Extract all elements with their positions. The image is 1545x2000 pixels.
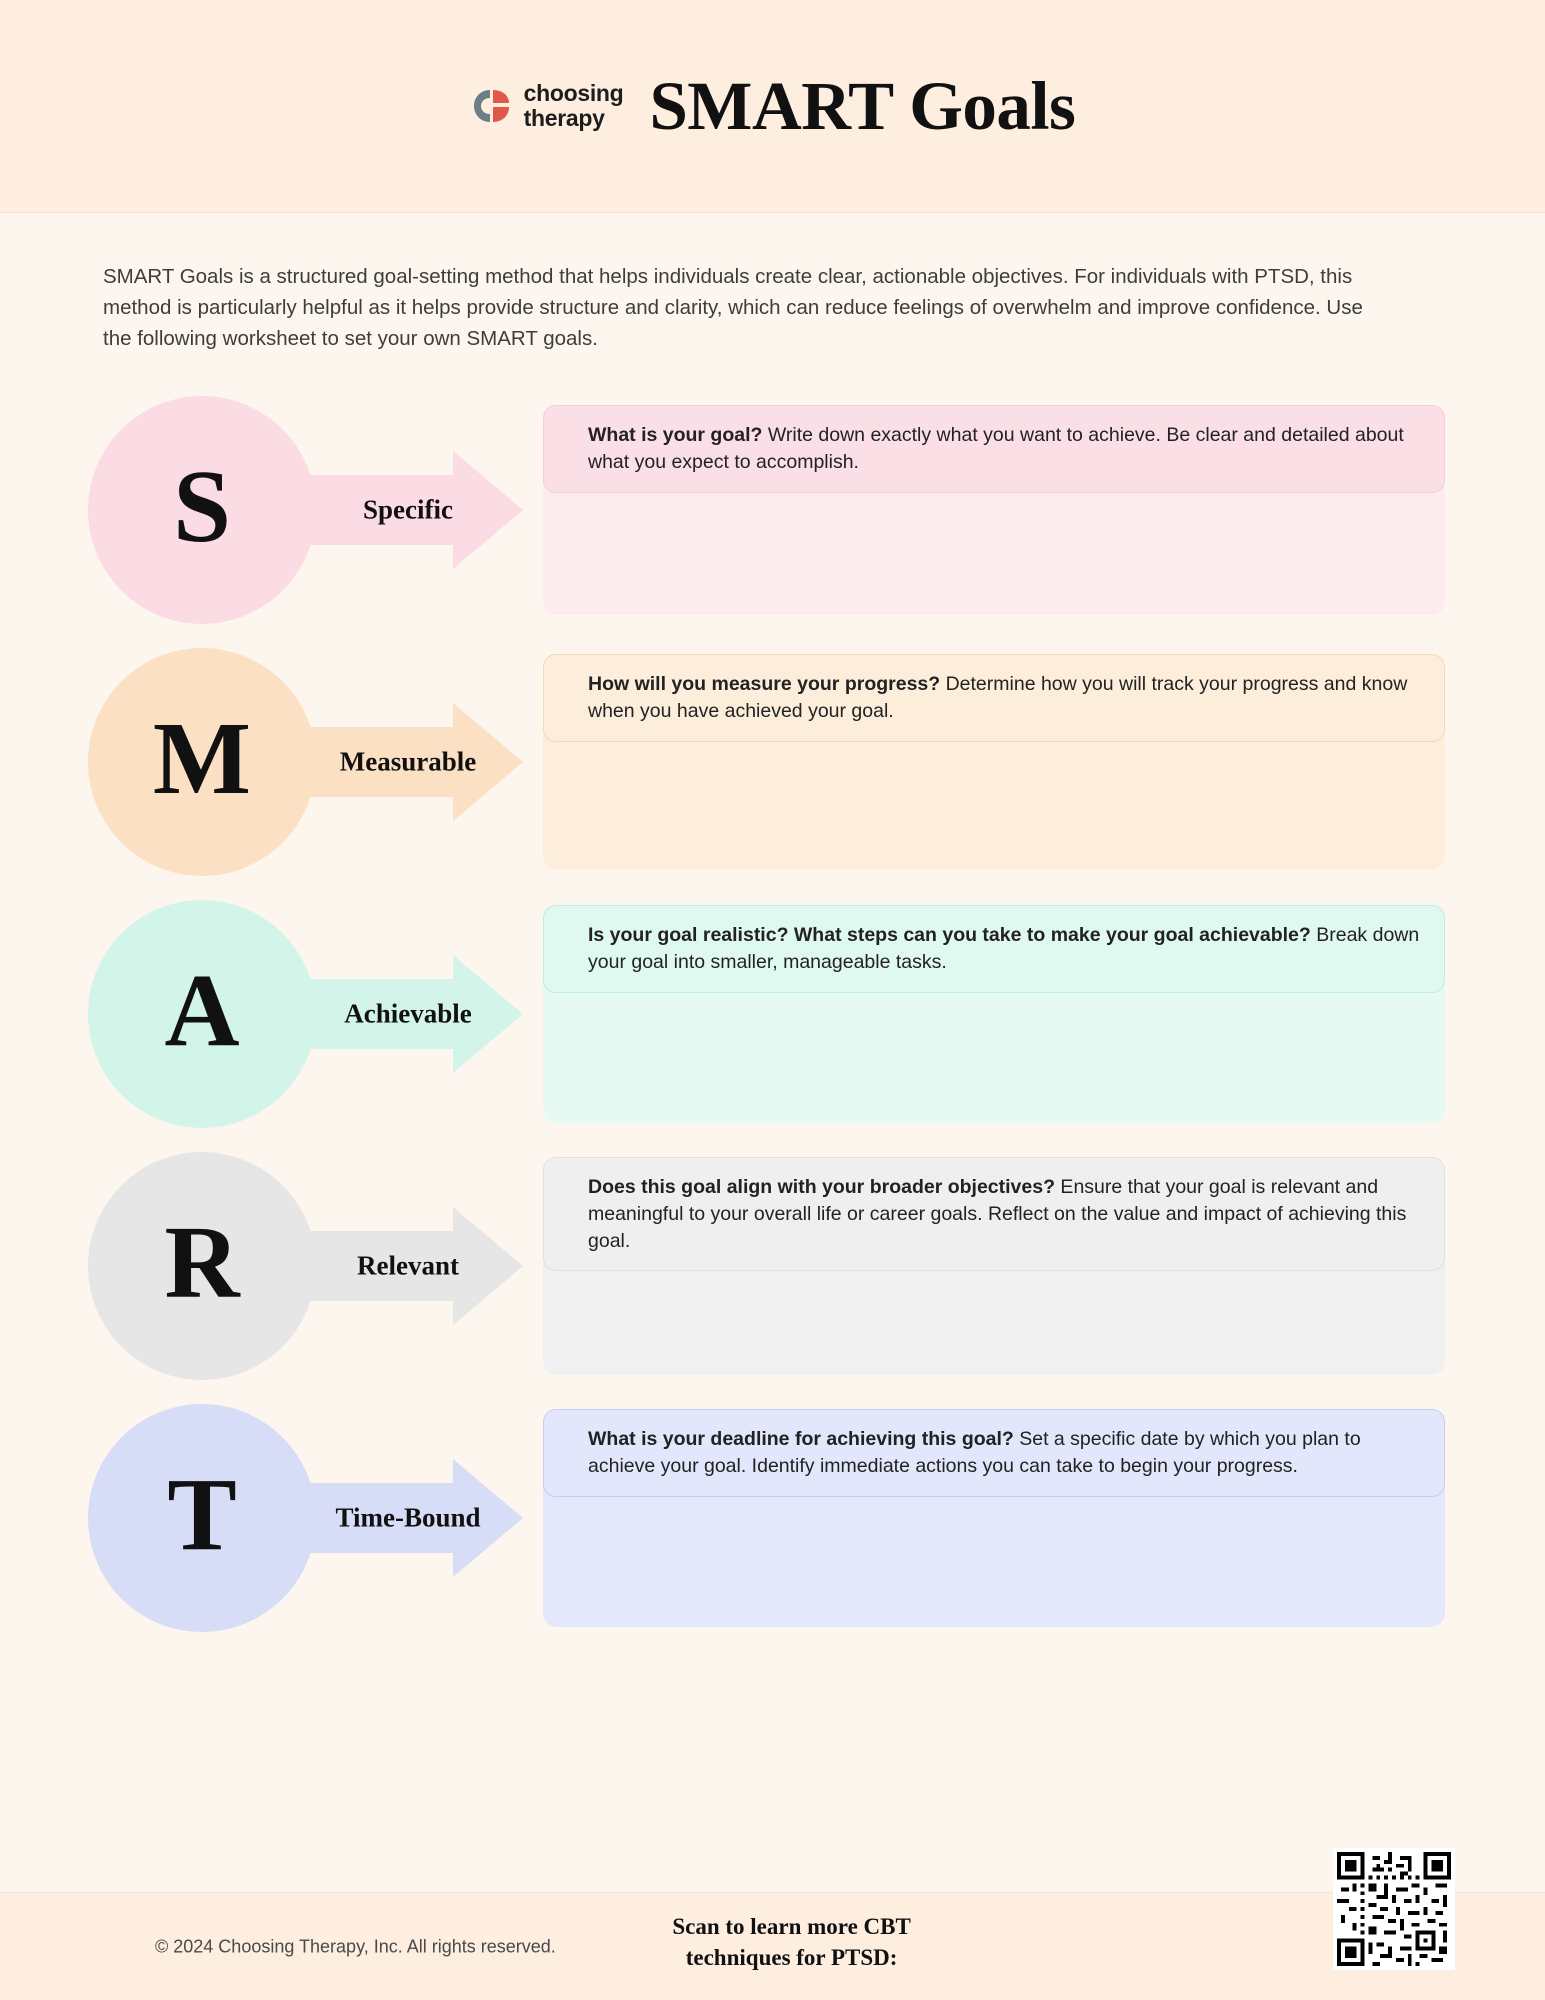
prompt-relevant <box>543 1157 1445 1271</box>
letter-circle-measurable <box>88 648 316 876</box>
answer-box-achievable[interactable] <box>543 905 1445 1123</box>
intro-paragraph: SMART Goals is a structured goal-setting method that helps individuals create clear, actionable objectives. For individuals with PTSD, this method is particularly helpful as it helps provide structure and clarity, which can reduce feelings of overwhelm and improve confidence. Use the following worksheet to set your own SMART goals. <box>103 265 1363 351</box>
row-right-measurable <box>543 654 1445 870</box>
row-right-achievable <box>543 905 1445 1123</box>
answer-box-relevant[interactable] <box>543 1157 1445 1375</box>
brand-line-1: choosing <box>523 80 624 107</box>
letter-circle-time-bound <box>88 1404 316 1632</box>
answer-box-measurable[interactable] <box>543 654 1445 870</box>
prompt-measurable <box>543 654 1445 741</box>
choosing-therapy-logo-icon <box>470 84 514 128</box>
row-right-time-bound <box>543 1409 1445 1627</box>
prompt-rest-time-bound: Set a specific date by which you plan to achieve your goal. Identify immediate actions you can take to begin your progress. <box>588 1428 1361 1477</box>
page-footer <box>0 1892 1545 2000</box>
smart-row-measurable <box>88 648 1445 876</box>
row-label-time-bound: Time-Bound <box>335 1502 481 1533</box>
prompt-time-bound <box>543 1409 1445 1496</box>
letter-achievable: A <box>164 953 240 1069</box>
row-left-relevant <box>88 1152 543 1380</box>
page-header <box>0 0 1545 213</box>
prompt-achievable <box>543 905 1445 992</box>
letter-circle-specific <box>88 396 316 624</box>
letter-circle-relevant <box>88 1152 316 1380</box>
letter-time-bound: T <box>167 1457 237 1573</box>
copyright-text: © 2024 Choosing Therapy, Inc. All rights reserved. <box>155 1936 556 1956</box>
row-label-measurable: Measurable <box>339 746 477 777</box>
row-left-time-bound <box>88 1404 543 1632</box>
prompt-rest-specific: Write down exactly what you want to achieve. Be clear and detailed about what you expect to accomplish. <box>588 424 1404 473</box>
brand-line-2: therapy <box>523 105 605 131</box>
letter-circle-achievable <box>88 900 316 1128</box>
smart-row-achievable <box>88 900 1445 1128</box>
smart-rows <box>0 396 1545 1632</box>
scan-line-2: techniques for PTSD: <box>685 1945 898 1971</box>
prompt-bold-time-bound: What is your deadline for achieving this goal? <box>588 1428 1014 1451</box>
letter-measurable: M <box>152 701 252 817</box>
row-label-achievable: Achievable <box>344 998 472 1029</box>
page-title: SMART Goals <box>649 67 1076 144</box>
qr-code-icon[interactable] <box>1333 1848 1455 1970</box>
prompt-bold-specific: What is your goal? <box>588 424 763 447</box>
answer-box-time-bound[interactable] <box>543 1409 1445 1627</box>
smart-row-specific <box>88 396 1445 624</box>
prompt-bold-achievable: Is your goal realistic? What steps can you take to make your goal achievable? <box>588 924 1311 947</box>
prompt-rest-measurable: Determine how you will track your progress and know when you have achieved your goal. <box>588 673 1408 722</box>
letter-specific: S <box>173 449 231 565</box>
smart-row-relevant <box>88 1152 1445 1380</box>
prompt-bold-measurable: How will you measure your progress? <box>588 673 941 696</box>
scan-callout <box>672 1911 911 1973</box>
letter-relevant: R <box>164 1205 240 1321</box>
answer-box-specific[interactable] <box>543 405 1445 615</box>
row-left-achievable <box>88 900 543 1128</box>
prompt-rest-achievable: Break down your goal into smaller, manageable tasks. <box>588 924 1420 973</box>
brand-logo <box>470 81 624 131</box>
prompt-bold-relevant: Does this goal align with your broader objectives? <box>588 1176 1056 1199</box>
row-right-specific <box>543 405 1445 615</box>
scan-line-1: Scan to learn more CBT <box>672 1914 911 1939</box>
row-right-relevant <box>543 1157 1445 1375</box>
row-left-specific <box>88 396 543 624</box>
row-label-relevant: Relevant <box>357 1250 459 1281</box>
smart-row-time-bound <box>88 1404 1445 1632</box>
prompt-rest-relevant: Ensure that your goal is relevant and meaningful to your overall life or career goals. Reflect on the value and impact of achieving this goal. <box>588 1176 1407 1252</box>
brand-wordmark <box>524 81 624 131</box>
prompt-specific <box>543 405 1445 492</box>
row-label-specific: Specific <box>363 494 453 525</box>
row-left-measurable <box>88 648 543 876</box>
